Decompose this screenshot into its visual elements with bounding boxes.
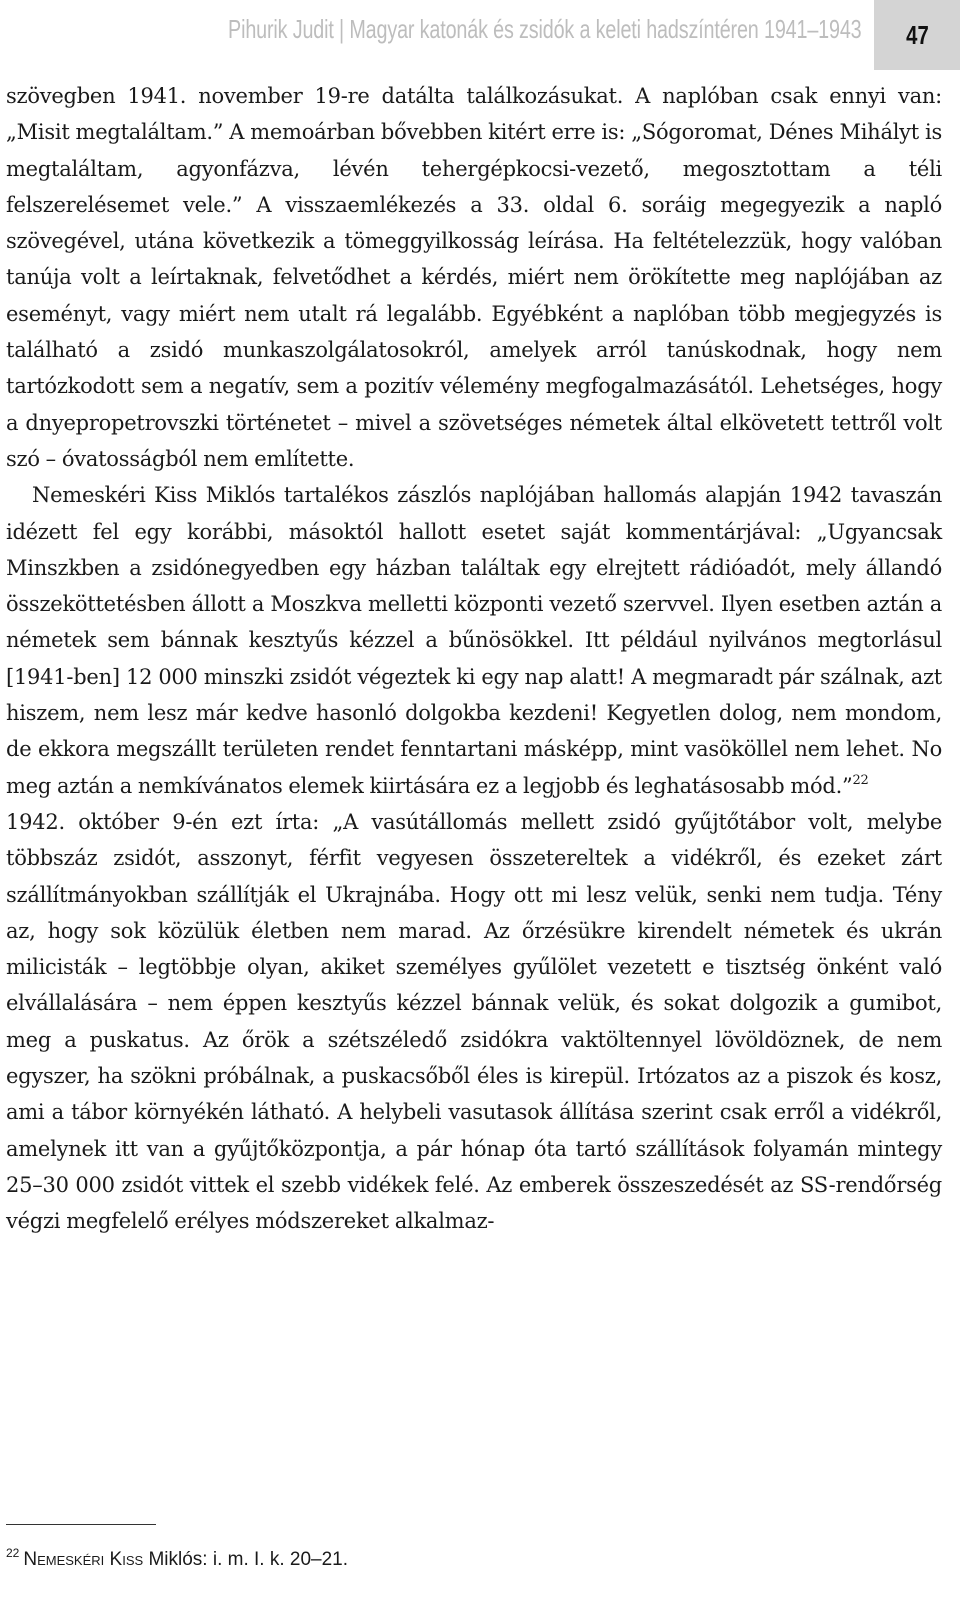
footnote bbox=[6, 1546, 348, 1571]
page-number: 47 bbox=[905, 19, 929, 50]
footnote-author: Nemeskéri Kiss bbox=[23, 1549, 144, 1570]
main-text bbox=[6, 78, 942, 1240]
page-header bbox=[0, 0, 960, 70]
paragraph-2 bbox=[6, 477, 942, 804]
paragraph-3: 1942. október 9-én ezt írta: „A vasútállomás mellett zsidó gyűjtőtábor volt, melybe többszáz zsidót, asszonyt, férfit vegyesen összetereltek a vidékről, és ezeket zárt szállítmányokban szállítják el Ukrajnába. Hogy ott mi lesz velük, senki nem tudja. Tény az, hogy sok közülük életben nem marad. Az őrzésükre kirendelt németek és ukrán milicisták – legtöbbje olyan, akiket személyes gyűlölet vezetett e tisztség önként való elvállalására – nem éppen kesztyűs kézzel bánnak velük, és sokat dolgozik a gumibot, meg a puskatus. Az őrök a szétszéledő zsidókra vaktöltennyel lövöldöznek, de nem egyszer, ha szökni próbálnak, a puskacsőből éles is kirepül. Irtózatos az a piszok és kosz, ami a tábor környékén látható. A helybeli vasutasok állítása szerint csak erről a vidékről, amelynek itt van a gyűjtőközpontja, a pár hónap óta tartó szállítások folyamán mintegy 25–30 000 zsidót vittek el szebb vidékek felé. Az emberek összeszedését az SS-rendőrség végzi megfelelő erélyes módszereket alkalmaz- bbox=[6, 809, 942, 1234]
running-head: Pihurik Judit | Magyar katonák és zsidók a keleti hadszíntéren 1941–1943 bbox=[228, 14, 862, 44]
footnote-rule bbox=[6, 1524, 156, 1525]
footnote-reference: 22 bbox=[852, 772, 869, 788]
footnote-citation: Miklós: i. m. I. k. 20–21. bbox=[143, 1549, 349, 1570]
footnote-number: 22 bbox=[6, 1546, 20, 1560]
paragraph-2-text: Nemeskéri Kiss Miklós tartalékos zászlós naplójában hallomás alapján 1942 tavaszán idézett fel egy korábbi, másoktól hallott esetet saját kommentárjával: „Ugyancsak Minszkben a zsidónegyedben egy házban találtak egy elrejtett rádióadót, mely állandó összeköttetésben állott a Moszkva melletti központi vezető szervvel. Ilyen esetben aztán a németek sem bánnak kesztyűs kézzel a bűnösökkel. Itt például nyilvános megtorlásul [1941-ben] 12 000 minszki zsidót végeztek ki egy nap alatt! A megmaradt pár szálnak, azt hiszem, nem lesz már kedve hasonló dolgokba kezdeni! Kegyetlen dolog, nem mondom, de ekkora megszállt területen rendet fenntartani másképp, mint vasököllel nem lehet. No meg aztán a nemkívánatos elemek kiirtására ez a legjobb és leghatásosabb mód.” bbox=[6, 483, 942, 798]
paragraph-1: szövegben 1941. november 19-re datálta találkozásukat. A naplóban csak ennyi van: „Misit megtaláltam.” A memoárban bővebben kitért erre is: „Sógoromat, Dénes Mihályt is megtaláltam, agyonfázva, lévén tehergépkocsi-vezető, megosztottam a téli felszerelésemet vele.” A visszaemlékezés a 33. oldal 6. soráig megegyezik a napló szövegével, utána következik a tömeggyilkosság leírása. Ha feltételezzük, hogy valóban tanúja volt a leírtaknak, felvetődhet a kérdés, miért nem örökítette meg naplójában az eseményt, vagy miért nem utalt rá legalább. Egyébként a naplóban több megjegyzés is található a zsidó munkaszolgálatosokról, amelyek arról tanúskodnak, hogy nem tartózkodott sem a negatív, sem a pozitív vélemény megfogalmazásától. Lehetséges, hogy a dnyepropetrovszki történetet – mivel a szövetséges németek által elkövetett tettről volt szó – óvatosságból nem említette. bbox=[6, 84, 942, 471]
page-number-box bbox=[874, 0, 960, 70]
